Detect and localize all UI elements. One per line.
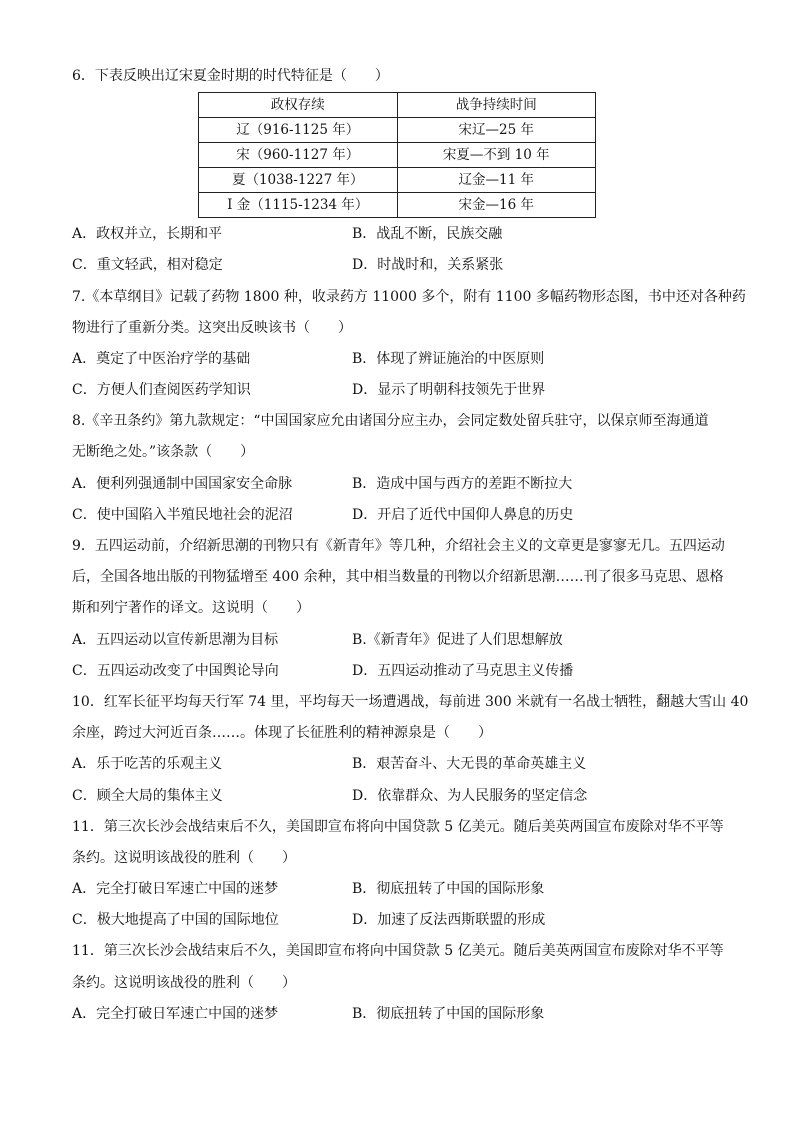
table-cell: 辽金—11 年: [397, 168, 596, 193]
question-9-stem-line: 斯和列宁著作的译文。这说明（ ）: [72, 600, 310, 616]
table-cell: 宋夏—不到 10 年: [397, 143, 596, 168]
table-cell: 宋（960-1127 年）: [199, 143, 398, 168]
question-6-stem: 6．下表反映出辽宋夏金时期的时代特征是（ ）: [72, 68, 389, 84]
question-8-stem-line: 无断绝之处。”该条款（ ）: [72, 444, 255, 460]
question-9-option-c: C．五四运动改变了中国舆论导向: [72, 663, 279, 679]
question-7-option-c: C．方便人们查阅医药学知识: [72, 382, 251, 398]
question-7-stem-line: 物进行了重新分类。这突出反映该书（ ）: [72, 320, 352, 336]
table-row: [199, 193, 596, 218]
question-7-option-b: B．体现了辨证施治的中医原则: [352, 351, 545, 367]
question-6-option-c: C．重文轻武，相对稳定: [72, 257, 223, 273]
table-row: [199, 143, 596, 168]
question-11-option-a: A．完全打破日军速亡中国的迷梦: [72, 881, 279, 897]
table-row: [199, 118, 596, 143]
question-8-option-b: B．造成中国与西方的差距不断拉大: [352, 476, 573, 492]
question-11-stem-line: 条约。这说明该战役的胜利（ ）: [72, 850, 296, 866]
question-9-stem-line: 9．五四运动前，介绍新思潮的刊物只有《新青年》等几种，介绍社会主义的文章更是寥寥无几。五四运动: [72, 538, 725, 554]
question-11-repeat-option-a: A．完全打破日军速亡中国的迷梦: [72, 1006, 279, 1022]
table-header-cell: 政权存续: [199, 93, 398, 118]
question-6-option-d: D．时战时和，关系紧张: [352, 257, 504, 273]
question-11-repeat-stem-line: 11．第三次长沙会战结束后不久，美国即宣布将向中国贷款 5 亿美元。随后美英两国宣布废除对华不平等: [72, 943, 724, 959]
question-11-option-c: C．极大地提高了中国的国际地位: [72, 912, 279, 928]
table-cell: 夏（1038-1227 年）: [199, 168, 398, 193]
question-6-option-b: B．战乱不断，民族交融: [352, 226, 503, 242]
question-10-option-d: D．依靠群众、为人民服务的坚定信念: [352, 788, 588, 804]
question-10-stem-line: 10．红军长征平均每天行军 74 里，平均每天一场遭遇战，每前进 300 米就有一名战士牺牲，翻越大雪山 40: [72, 694, 749, 710]
question-9-option-d: D．五四运动推动了马克思主义传播: [352, 663, 574, 679]
question-6-table: [198, 92, 596, 218]
question-9-option-a: A．五四运动以宣传新思潮为目标: [72, 632, 279, 648]
question-10-stem-line: 余座，跨过大河近百条……。体现了长征胜利的精神源泉是（ ）: [72, 725, 492, 741]
table-header-row: [199, 93, 596, 118]
table-cell: 宋金—16 年: [397, 193, 596, 218]
question-7-option-d: D．显示了明朝科技领先于世界: [352, 382, 546, 398]
question-8-option-d: D．开启了近代中国仰人鼻息的历史: [352, 507, 574, 523]
question-11-option-d: D．加速了反法西斯联盟的形成: [352, 912, 546, 928]
question-11-repeat-stem-line: 条约。这说明该战役的胜利（ ）: [72, 975, 296, 991]
table-header-cell: 战争持续时间: [397, 93, 596, 118]
question-6-option-a: A．政权并立，长期和平: [72, 226, 223, 242]
question-11-repeat-option-b: B．彻底扭转了中国的国际形象: [352, 1006, 545, 1022]
question-8-option-c: C．使中国陷入半殖民地社会的泥沼: [72, 507, 293, 523]
question-11-stem-line: 11．第三次长沙会战结束后不久，美国即宣布将向中国贷款 5 亿美元。随后美英两国宣布废除对华不平等: [72, 819, 724, 835]
table-cell: I 金（1115-1234 年）: [199, 193, 398, 218]
question-7-stem-line: 7.《本草纲目》记载了药物 1800 种，收录药方 11000 多个，附有 1100 多幅药物形态图，书中还对各种药: [72, 289, 746, 305]
question-7-option-a: A．奠定了中医治疗学的基础: [72, 351, 251, 367]
question-9-stem-line: 后，全国各地出版的刊物猛增至 400 余种，其中相当数量的刊物以介绍新思潮……刊了很多马克思、恩格: [72, 569, 724, 585]
question-10-option-a: A．乐于吃苦的乐观主义: [72, 756, 223, 772]
question-8-stem-line: 8.《辛丑条约》第九款规定：“中国国家应允由诸国分应主办，会同定数处留兵驻守，以保京师至海通道: [72, 413, 709, 429]
question-10-option-c: C．顾全大局的集体主义: [72, 788, 223, 804]
question-8-option-a: A．便利列强通制中国国家安全命脉: [72, 476, 293, 492]
question-9-option-b: B.《新青年》促进了人们思想解放: [352, 632, 563, 648]
table-cell: 辽（916-1125 年）: [199, 118, 398, 143]
question-10-option-b: B．艰苦奋斗、大无畏的革命英雄主义: [352, 756, 587, 772]
question-11-option-b: B．彻底扭转了中国的国际形象: [352, 881, 545, 897]
table-cell: 宋辽—25 年: [397, 118, 596, 143]
table-row: [199, 168, 596, 193]
